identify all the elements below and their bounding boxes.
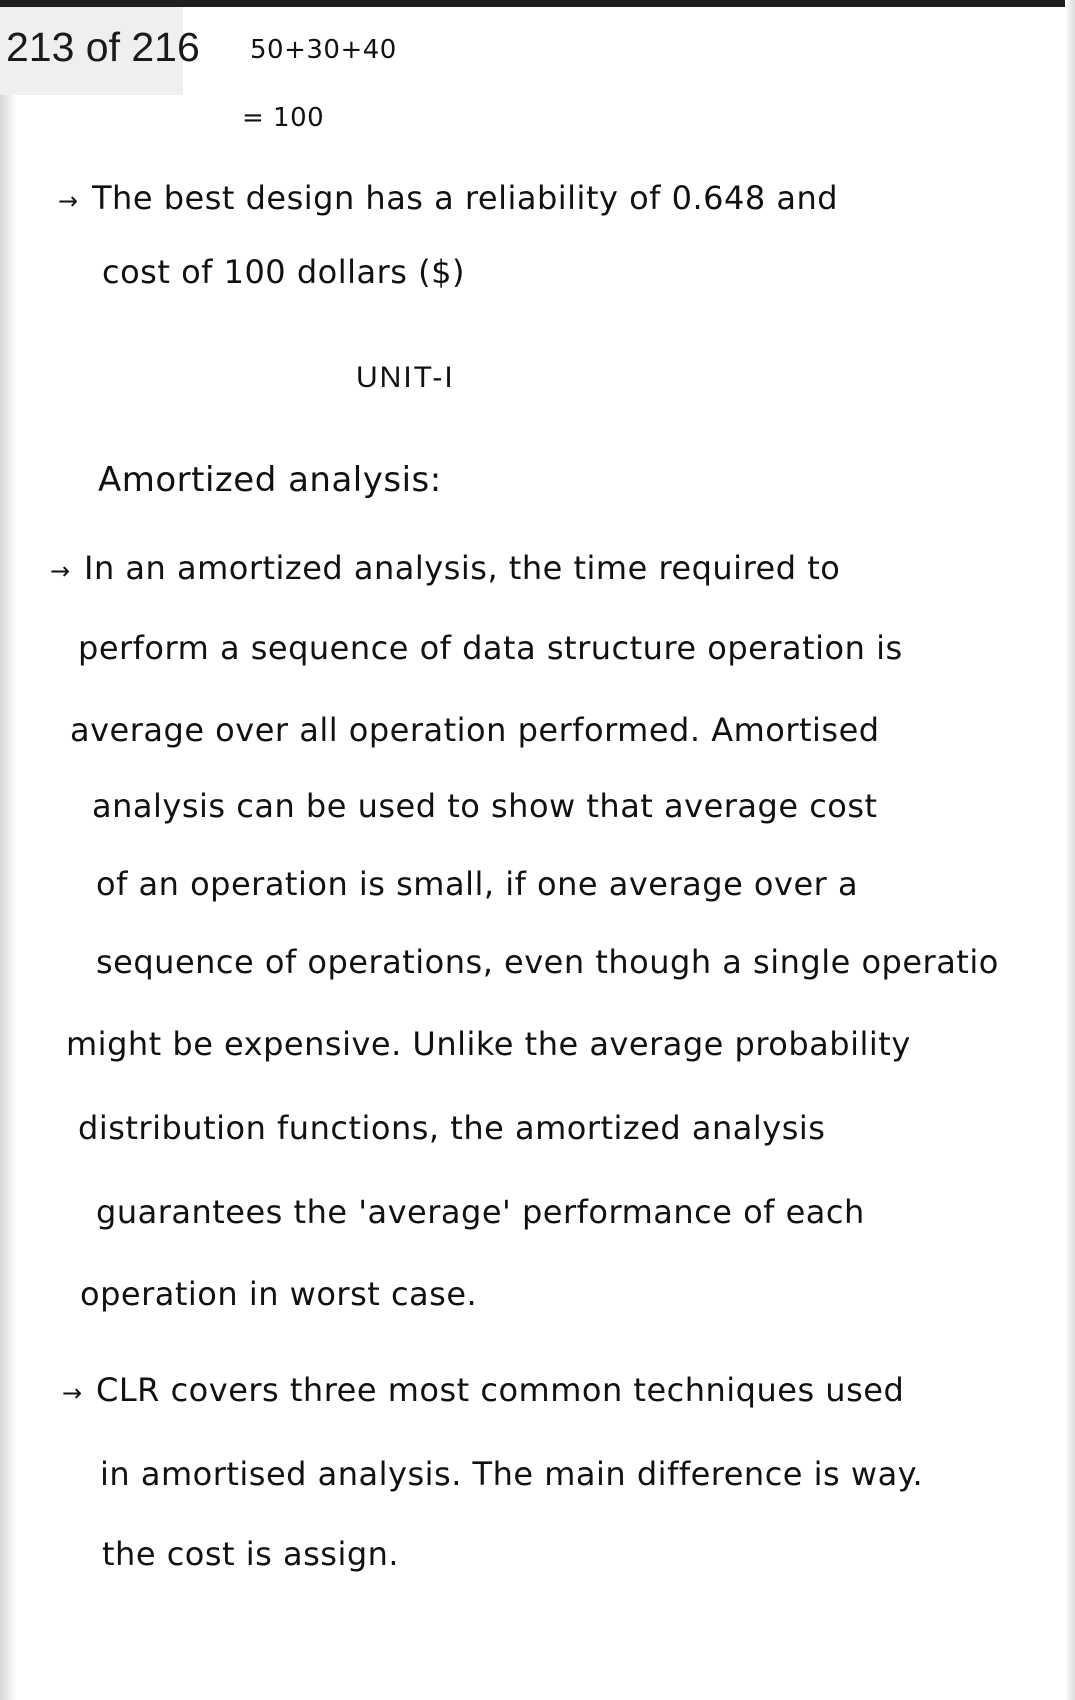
para1-line10: operation in worst case.	[80, 1275, 478, 1313]
result-line-2: cost of 100 dollars ($)	[102, 253, 465, 291]
arrow-bullet-icon: →	[62, 1379, 83, 1407]
para1-line3: average over all operation performed. Amortised	[70, 711, 880, 749]
para1-line1	[50, 548, 840, 591]
para1-line4: analysis can be used to show that average cost	[92, 787, 878, 825]
top-scan-border	[0, 0, 1075, 7]
para2-text-1: CLR covers three most common techniques used	[96, 1371, 905, 1409]
calc-line-1: 50+30+40	[250, 35, 397, 65]
page-counter: 213 of 216	[0, 7, 183, 95]
unit-heading: UNIT-I	[356, 361, 455, 394]
para2-line3: the cost is assign.	[102, 1535, 400, 1573]
section-heading: Amortized analysis:	[98, 460, 442, 500]
para1-line6: sequence of operations, even though a single operatio	[96, 943, 999, 981]
result-line-1	[58, 178, 838, 221]
arrow-bullet-icon: →	[58, 187, 79, 215]
page-edge-shadow	[1065, 0, 1075, 1700]
page-binding-shadow	[0, 95, 16, 1700]
result-text-1: The best design has a reliability of 0.648 and	[92, 179, 839, 217]
para1-line2: perform a sequence of data structure operation is	[78, 629, 903, 667]
arrow-bullet-icon: →	[50, 557, 71, 585]
para1-line9: guarantees the 'average' performance of each	[96, 1193, 865, 1231]
calc-line-2: = 100	[242, 103, 325, 133]
para2-line1	[62, 1370, 904, 1413]
para1-line5: of an operation is small, if one average over a	[96, 865, 859, 903]
para1-line7: might be expensive. Unlike the average probability	[66, 1025, 911, 1063]
para1-text-1: In an amortized analysis, the time required to	[84, 549, 841, 587]
para2-line2: in amortised analysis. The main difference is way.	[100, 1455, 924, 1493]
para1-line8: distribution functions, the amortized analysis	[78, 1109, 826, 1147]
